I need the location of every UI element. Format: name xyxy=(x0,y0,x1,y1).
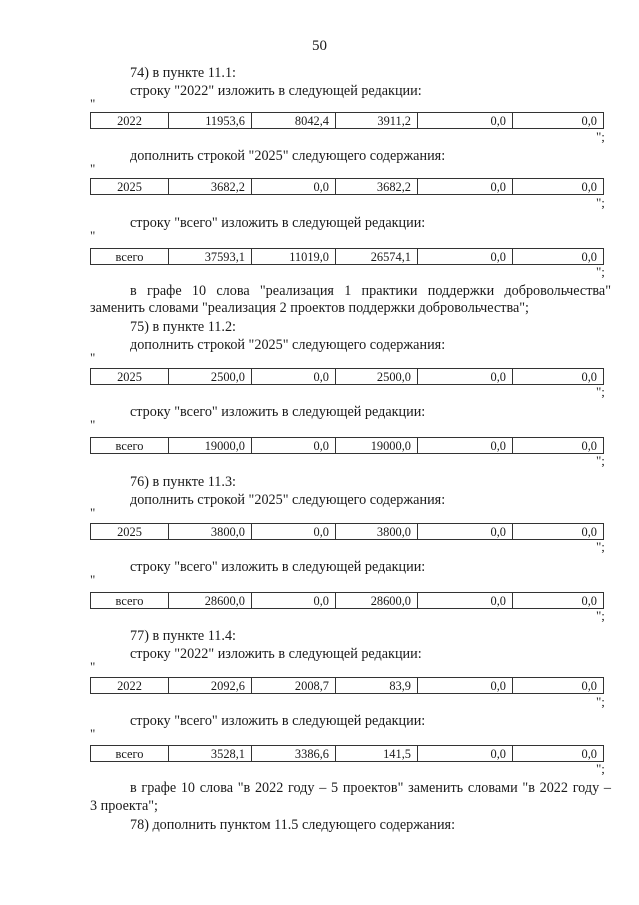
table-row-2022 xyxy=(90,677,604,694)
table-row-total xyxy=(90,592,604,609)
table-row-total xyxy=(90,745,604,762)
table-row-2025 xyxy=(90,523,604,540)
table-cell: 11019,0 xyxy=(252,249,336,265)
table-cell: 0,0 xyxy=(418,369,513,385)
instruction-text: строку "2022" изложить в следующей редакции: xyxy=(130,646,422,662)
close-quote: "; xyxy=(596,608,605,623)
table-row-total xyxy=(90,437,604,454)
table-cell: 0,0 xyxy=(252,369,336,385)
close-quote: "; xyxy=(596,129,605,144)
table-cell: 3682,2 xyxy=(169,179,252,195)
paragraph-line: заменить словами "реализация 2 проектов поддержки добровольчества"; xyxy=(90,300,529,316)
table-cell: 141,5 xyxy=(336,746,418,762)
row-label: всего xyxy=(91,438,169,454)
item-75-heading: 75) в пункте 11.2: xyxy=(130,319,236,335)
row-label: всего xyxy=(91,746,169,762)
table-cell: 0,0 xyxy=(418,524,513,540)
instruction-text: дополнить строкой "2025" следующего содержания: xyxy=(130,337,446,353)
open-quote: " xyxy=(90,726,96,741)
table-cell: 83,9 xyxy=(336,678,418,694)
open-quote: " xyxy=(90,572,96,587)
paragraph-line: в графе 10 слова "в 2022 году – 5 проектов" заменить словами "в 2022 году – xyxy=(130,780,611,796)
item-76-heading: 76) в пункте 11.3: xyxy=(130,474,236,490)
table-cell: 0,0 xyxy=(418,179,513,195)
table-cell: 0,0 xyxy=(513,249,604,265)
table-cell: 19000,0 xyxy=(169,438,252,454)
table-cell: 2008,7 xyxy=(252,678,336,694)
open-quote: " xyxy=(90,505,96,520)
table-cell: 0,0 xyxy=(513,593,604,609)
table-cell: 2092,6 xyxy=(169,678,252,694)
table-row-2025 xyxy=(90,178,604,195)
open-quote: " xyxy=(90,228,96,243)
row-label: 2025 xyxy=(91,179,169,195)
table-cell: 11953,6 xyxy=(169,113,252,129)
open-quote: " xyxy=(90,417,96,432)
table-cell: 26574,1 xyxy=(336,249,418,265)
row-label: 2025 xyxy=(91,524,169,540)
open-quote: " xyxy=(90,96,96,111)
instruction-text: строку "всего" изложить в следующей редакции: xyxy=(130,215,426,231)
table-cell: 0,0 xyxy=(513,179,604,195)
row-label: 2022 xyxy=(91,113,169,129)
table-cell: 2500,0 xyxy=(169,369,252,385)
open-quote: " xyxy=(90,659,96,674)
table-cell: 0,0 xyxy=(513,678,604,694)
close-quote: "; xyxy=(596,694,605,709)
table-cell: 0,0 xyxy=(418,438,513,454)
table-cell: 28600,0 xyxy=(169,593,252,609)
close-quote: "; xyxy=(596,384,605,399)
page-number: 50 xyxy=(312,38,327,54)
instruction-text: дополнить строкой "2025" следующего содержания: xyxy=(130,492,446,508)
table-cell: 28600,0 xyxy=(336,593,418,609)
item-77-heading: 77) в пункте 11.4: xyxy=(130,628,236,644)
row-label: всего xyxy=(91,249,169,265)
table-cell: 37593,1 xyxy=(169,249,252,265)
close-quote: "; xyxy=(596,264,605,279)
paragraph-line: в графе 10 слова "реализация 1 практики поддержки добровольчества" xyxy=(130,283,611,299)
table-cell: 3911,2 xyxy=(336,113,418,129)
table-cell: 3800,0 xyxy=(336,524,418,540)
table-cell: 0,0 xyxy=(513,369,604,385)
instruction-text: строку "всего" изложить в следующей редакции: xyxy=(130,713,426,729)
close-quote: "; xyxy=(596,195,605,210)
instruction-text: дополнить строкой "2025" следующего содержания: xyxy=(130,148,446,164)
table-row-total xyxy=(90,248,604,265)
table-cell: 0,0 xyxy=(418,249,513,265)
table-cell: 0,0 xyxy=(252,524,336,540)
table-row-2022 xyxy=(90,112,604,129)
table-cell: 0,0 xyxy=(513,524,604,540)
table-cell: 0,0 xyxy=(252,179,336,195)
table-row-2025 xyxy=(90,368,604,385)
close-quote: "; xyxy=(596,453,605,468)
table-cell: 0,0 xyxy=(418,678,513,694)
instruction-text: строку "всего" изложить в следующей редакции: xyxy=(130,404,426,420)
open-quote: " xyxy=(90,161,96,176)
table-cell: 0,0 xyxy=(418,593,513,609)
close-quote: "; xyxy=(596,761,605,776)
open-quote: " xyxy=(90,350,96,365)
table-cell: 2500,0 xyxy=(336,369,418,385)
row-label: 2022 xyxy=(91,678,169,694)
table-cell: 0,0 xyxy=(418,746,513,762)
table-cell: 3528,1 xyxy=(169,746,252,762)
item-78-heading: 78) дополнить пунктом 11.5 следующего содержания: xyxy=(130,817,456,833)
table-cell: 0,0 xyxy=(513,113,604,129)
table-cell: 3800,0 xyxy=(169,524,252,540)
table-cell: 0,0 xyxy=(513,746,604,762)
instruction-text: строку "2022" изложить в следующей редакции: xyxy=(130,83,422,99)
paragraph-line: 3 проекта"; xyxy=(90,798,159,814)
row-label: 2025 xyxy=(91,369,169,385)
item-74-heading: 74) в пункте 11.1: xyxy=(130,65,236,81)
table-cell: 0,0 xyxy=(252,438,336,454)
table-cell: 3682,2 xyxy=(336,179,418,195)
table-cell: 0,0 xyxy=(513,438,604,454)
instruction-text: строку "всего" изложить в следующей редакции: xyxy=(130,559,426,575)
table-cell: 3386,6 xyxy=(252,746,336,762)
table-cell: 19000,0 xyxy=(336,438,418,454)
table-cell: 0,0 xyxy=(252,593,336,609)
row-label: всего xyxy=(91,593,169,609)
table-cell: 0,0 xyxy=(418,113,513,129)
table-cell: 8042,4 xyxy=(252,113,336,129)
close-quote: "; xyxy=(596,539,605,554)
